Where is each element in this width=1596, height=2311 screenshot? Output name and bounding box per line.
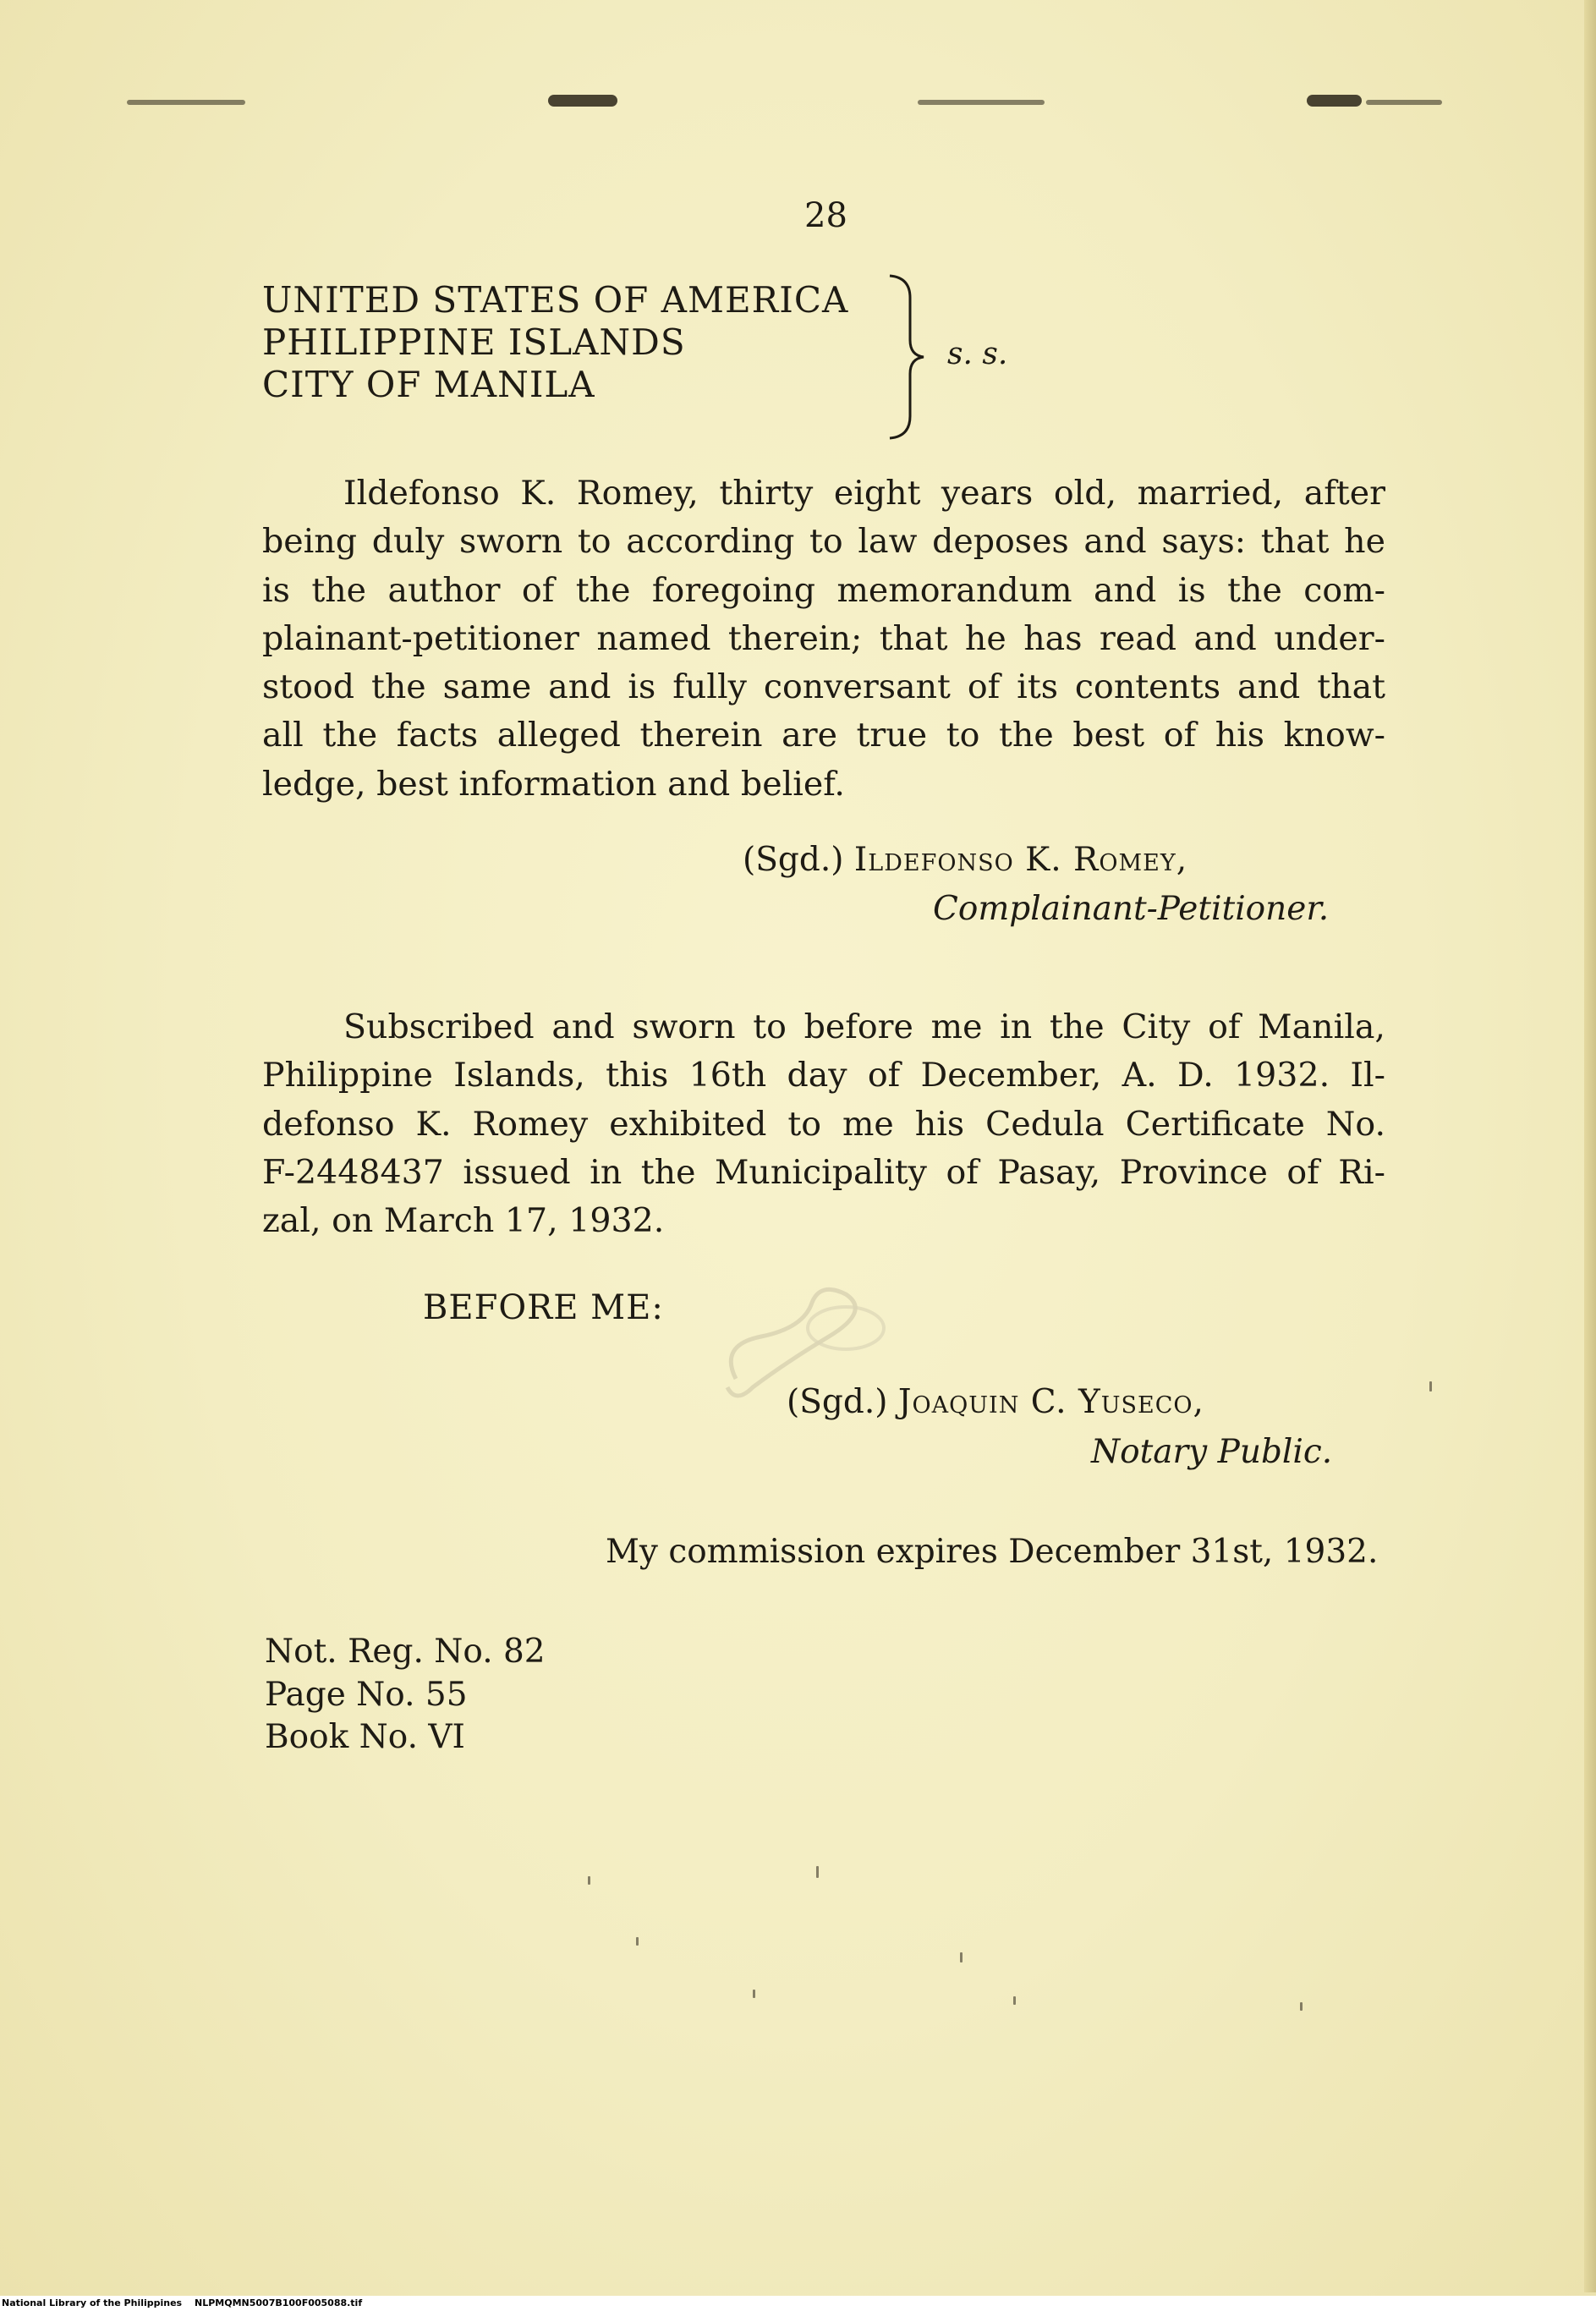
venue-line: CITY OF MANILA (262, 364, 595, 405)
text-line: Subscribed and sworn to before me in the City of Manila, (343, 1007, 1385, 1046)
deposition-paragraph (262, 469, 1385, 809)
before-me-heading: BEFORE ME: (423, 1288, 664, 1327)
staple-mark (1366, 100, 1442, 105)
venue-block (262, 279, 848, 406)
signature-block-petitioner (743, 841, 1187, 879)
paper-speck (1013, 1996, 1016, 2005)
paper-speck (960, 1952, 963, 1962)
signature-prefix: (Sgd.) (743, 841, 844, 879)
text-line: F-2448437 issued in the Municipality of Pasay, Province of Ri- (262, 1152, 1385, 1192)
scan-footer (0, 2296, 1596, 2311)
text-line: zal, on March 17, 1932. (262, 1201, 665, 1241)
text-line: being duly sworn to according to law deposes and says: that he (262, 522, 1385, 562)
signer-name: Ildefonso K. Romey, (853, 841, 1188, 879)
text-line: is the author of the foregoing memorandum and is the com- (262, 570, 1385, 610)
brace-icon (878, 272, 929, 442)
paper-speck (816, 1866, 819, 1878)
text-line: stood the same and is fully conversant of its contents and that (262, 667, 1385, 707)
paper-speck (753, 1990, 755, 1998)
file-label: NLPMQMN5007B100F005088.tif (195, 2297, 363, 2308)
jurat-paragraph (262, 1003, 1385, 1245)
registry-line: Page No. 55 (265, 1675, 468, 1714)
signer-name: Joaquin C. Yuseco, (897, 1383, 1204, 1421)
text-line: plainant-petitioner named therein; that he has read and under- (262, 618, 1385, 658)
signer-title: Complainant-Petitioner. (933, 890, 1330, 928)
signature-prefix: (Sgd.) (787, 1383, 888, 1421)
library-label: National Library of the Philippines (2, 2297, 183, 2308)
paper-speck (588, 1876, 590, 1885)
staple-mark (548, 95, 617, 107)
text-line: all the facts alleged therein are true to the best of his know- (262, 716, 1385, 755)
page-number: 28 (804, 196, 847, 235)
scilicet-label: s. s. (947, 337, 1008, 371)
text-line: ledge, best information and belief. (262, 764, 845, 804)
registry-line: Book No. VI (265, 1718, 465, 1756)
signer-title: Notary Public. (1091, 1433, 1333, 1471)
venue-line: PHILIPPINE ISLANDS (262, 321, 686, 363)
paper-edge (1584, 0, 1596, 2292)
text-line: Ildefonso K. Romey, thirty eight years old, married, after (343, 474, 1385, 513)
registry-block (265, 1631, 546, 1759)
text-line: defonso K. Romey exhibited to me his Cedula Certificate No. (262, 1104, 1385, 1144)
paper-speck (1429, 1381, 1432, 1392)
staple-mark (918, 100, 1045, 105)
commission-expiry: My commission expires December 31st, 1932. (606, 1533, 1379, 1571)
text-line: Philippine Islands, this 16th day of December, A. D. 1932. Il- (262, 1056, 1385, 1095)
registry-line: Not. Reg. No. 82 (265, 1633, 546, 1671)
staple-mark (127, 100, 245, 105)
paper-speck (1300, 2002, 1303, 2011)
staple-mark (1307, 95, 1362, 107)
paper-speck (636, 1937, 639, 1946)
venue-line: UNITED STATES OF AMERICA (262, 279, 849, 321)
signature-block-notary (787, 1383, 1204, 1421)
